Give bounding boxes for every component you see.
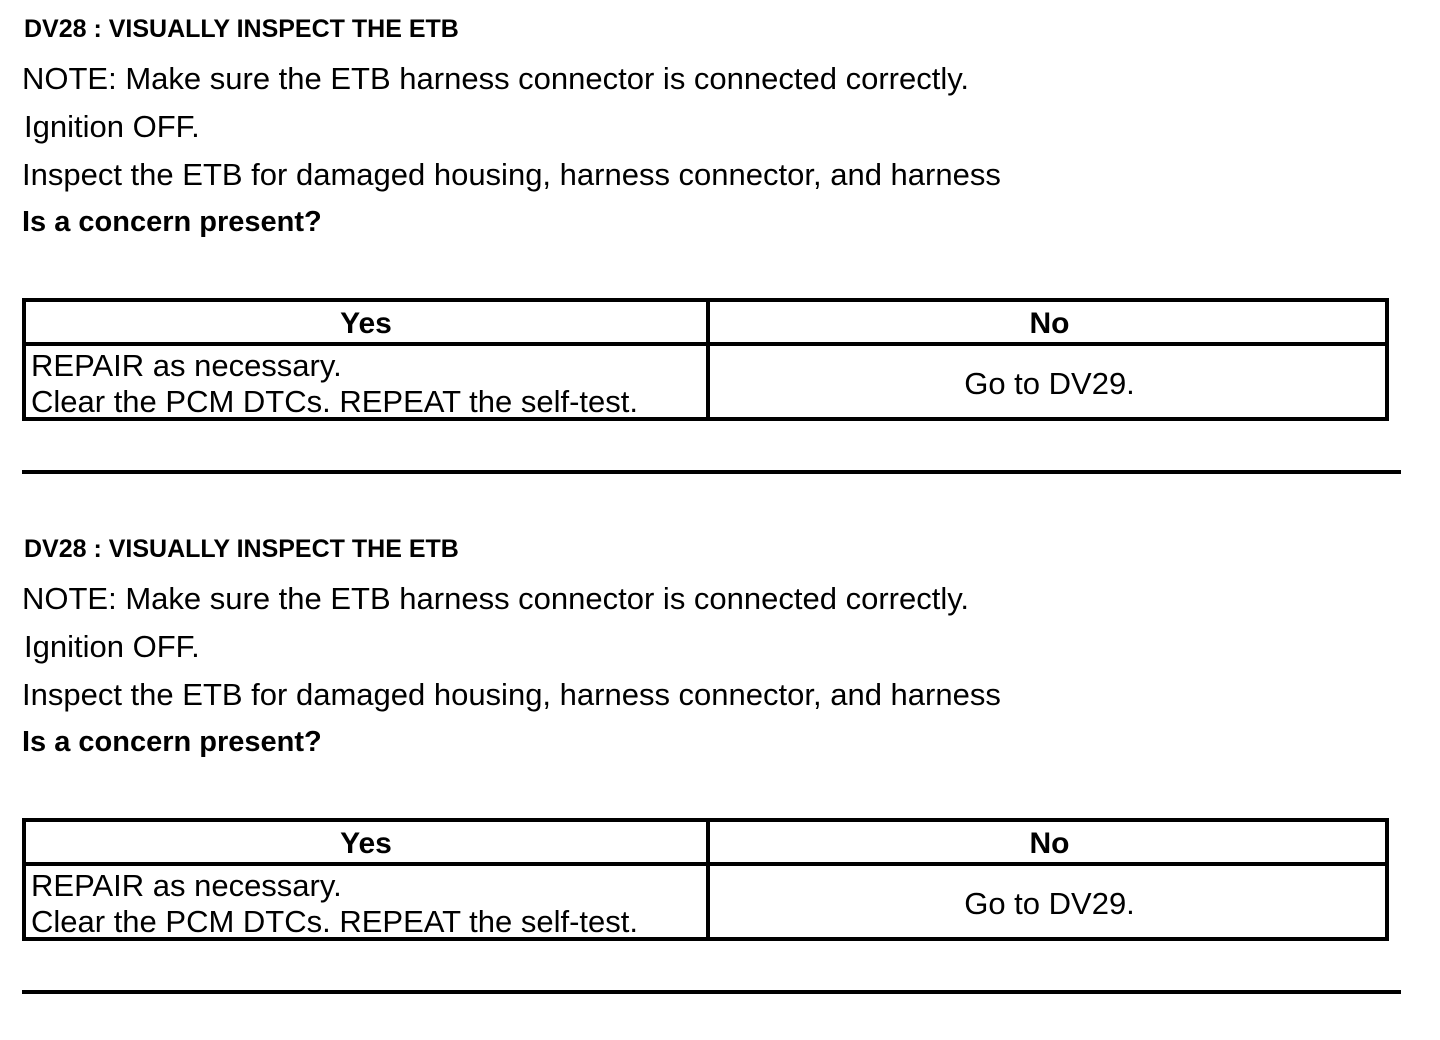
step-note: NOTE: Make sure the ETB harness connector is connected correctly. xyxy=(22,581,970,616)
step-question: Is a concern present? xyxy=(22,206,322,238)
yes-action-cell xyxy=(31,348,701,420)
yes-action-line: REPAIR as necessary. xyxy=(31,868,342,903)
step-note: NOTE: Make sure the ETB harness connector is connected correctly. xyxy=(22,61,970,96)
section-divider xyxy=(22,990,1401,994)
yes-action-line: Clear the PCM DTCs. REPEAT the self-test. xyxy=(31,904,638,939)
no-action-cell: Go to DV29. xyxy=(964,366,1135,401)
step-instruction-inspect: Inspect the ETB for damaged housing, harness connector, and harness xyxy=(22,677,1001,712)
section-divider xyxy=(22,470,1401,474)
decision-table xyxy=(22,298,1389,421)
decision-table xyxy=(22,818,1389,941)
step-heading: DV28 : VISUALLY INSPECT THE ETB xyxy=(24,535,459,563)
yes-action-cell xyxy=(31,868,701,940)
no-action-cell: Go to DV29. xyxy=(964,886,1135,921)
step-heading: DV28 : VISUALLY INSPECT THE ETB xyxy=(24,15,459,43)
yes-column-header: Yes xyxy=(340,307,392,340)
yes-action-line: REPAIR as necessary. xyxy=(31,348,342,383)
no-column-header: No xyxy=(1029,827,1070,860)
diagnostic-step-2 xyxy=(0,520,1440,1040)
step-instruction-inspect: Inspect the ETB for damaged housing, harness connector, and harness xyxy=(22,157,1001,192)
yes-action-line: Clear the PCM DTCs. REPEAT the self-test. xyxy=(31,384,638,419)
step-question: Is a concern present? xyxy=(22,726,322,758)
no-column-header: No xyxy=(1029,307,1070,340)
step-instruction-ignition: Ignition OFF. xyxy=(24,109,200,144)
yes-column-header: Yes xyxy=(340,827,392,860)
step-instruction-ignition: Ignition OFF. xyxy=(24,629,200,664)
